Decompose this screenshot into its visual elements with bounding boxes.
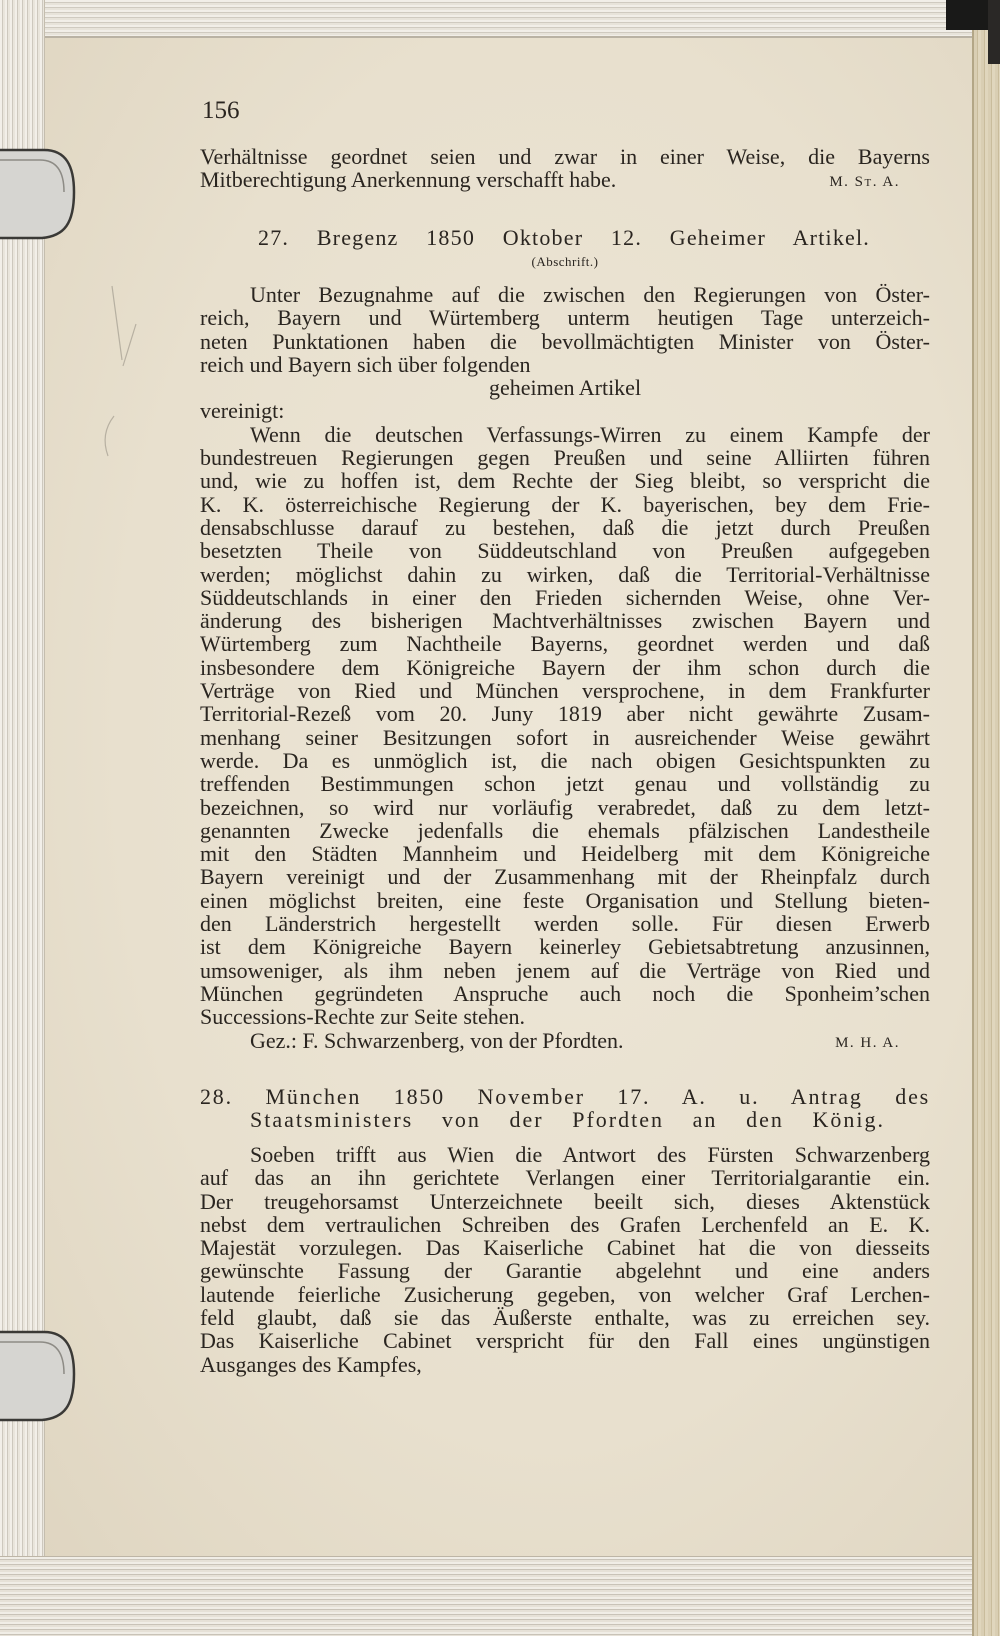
page-edges-top: [0, 0, 1000, 38]
text-line: genannten Zwecke jedenfalls die ehemals pfälzischen Landestheile: [200, 817, 930, 843]
doc-28-body: [200, 1143, 930, 1376]
text-line: werden; möglichst dahin zu wirken, daß die Territorial-Verhältnisse: [200, 561, 930, 587]
continuation-text: [200, 145, 930, 192]
text-line: neten Punktationen haben die bevollmächtigten Minister von Öster-: [200, 328, 930, 354]
text-line: K. K. österreichische Regierung der K. bayerischen, bey dem Frie-: [200, 491, 930, 517]
text-line: Wenn die deutschen Verfassungs-Wirren zu einem Kampfe der: [250, 421, 930, 447]
paper-clip-bottom: [0, 1318, 90, 1430]
page-edges-bottom: [0, 1556, 1000, 1636]
doc-27-body: [200, 283, 930, 1052]
text-line: München gegründeten Anspruche auch noch die Sponheim’schen: [200, 980, 930, 1006]
text-line: nebst dem vertraulichen Schreiben des Grafen Lerchenfeld an E. K.: [200, 1211, 930, 1237]
text-line: den Länderstrich hergestellt werden solle. Für diesen Erwerb: [200, 911, 930, 937]
text-line: Successions-Rechte zur Seite stehen.: [200, 1004, 526, 1030]
doc-27-heading-block: [200, 226, 930, 249]
text-line: Der treugehorsamst Unterzeichnete beeilt sich, dieses Aktenstück: [200, 1188, 930, 1214]
paper-clip-top: [0, 136, 90, 248]
text-line: Unter Bezugnahme auf die zwischen den Regierungen von Öster-: [250, 282, 930, 307]
text-line: densabschlusse darauf zu bestehen, daß die jetzt durch Preußen: [200, 514, 930, 540]
text-line: Majestät vorzulegen. Das Kaiserliche Cabinet hat die von diesseits: [200, 1235, 930, 1261]
text-line: mit den Städten Mannheim und Heidelberg mit dem Königreiche: [200, 841, 930, 867]
text-line: Mitberechtigung Anerkennung verschafft habe.: [200, 167, 617, 193]
text-line-with-source: [200, 168, 930, 191]
signature: Gez.: F. Schwarzenberg, von der Pfordten.: [250, 1027, 624, 1053]
text-line: menhang seiner Besitzungen sofort in ausreichender Weise gewährt: [200, 724, 930, 750]
text-line: besetzten Theile von Süddeutschland von Preußen aufgegeben: [200, 538, 930, 564]
text-line: reich, Bayern und Würtemberg unterm heutigen Tage unterzeich-: [200, 305, 930, 331]
text-line: ist dem Königreiche Bayern keinerley Gebietsabtretung anzusinnen,: [200, 934, 930, 960]
centered-title: geheimen Artikel: [488, 375, 642, 401]
text-line: Verträge von Ried und München versprochene, in dem Frankfurter: [200, 678, 930, 704]
text-line: Ausganges des Kampfes,: [200, 1351, 422, 1377]
signature-line: [200, 1029, 930, 1052]
text-line: Bayern vereinigt und der Zusammenhang mit der Rheinpfalz durch: [200, 864, 930, 890]
text-line: werde. Da es unmöglich ist, die nach obigen Gesichtspunkten zu: [200, 747, 930, 773]
text-line: reich und Bayern sich über folgenden: [200, 351, 531, 377]
text-line: lautende feierliche Zusicherung gegeben, von welcher Graf Lerchen-: [200, 1281, 930, 1307]
text-line: bundestreuen Regierungen gegen Preußen und seine Alliirten führen: [200, 445, 930, 471]
text-line: treffenden Bestimmungen schon jetzt genau und vollständig zu: [200, 771, 930, 797]
doc-28-heading-block: [200, 1085, 930, 1132]
text-line: änderung des bisherigen Machtverhältnisses zwischen Bayern und: [200, 608, 930, 634]
text-line: insbesondere dem Königreiche Bayern der ihm schon durch die: [200, 654, 930, 680]
text-line: vereinigt:: [200, 398, 285, 424]
text-line: Das Kaiserliche Cabinet verspricht für den Fall eines ungünstigen: [200, 1328, 930, 1354]
doc-note: (Abschrift.): [531, 254, 599, 269]
pencil-marks: [92, 278, 152, 468]
text-line: Territorial-Rezeß vom 20. Juny 1819 aber nicht gewährte Zusam-: [200, 701, 930, 727]
doc-heading: 27. Bregenz 1850 Oktober 12. Geheimer Artikel.: [258, 225, 870, 250]
text-line: Süddeutschlands in einer den Frieden sichernden Weise, ohne Ver-: [200, 584, 930, 610]
text-line: gewünschte Fassung der Garantie abgelehnt und eine anders: [200, 1258, 930, 1284]
text-line: auf das an ihn gerichtete Verlangen einer Territorialgarantie ein.: [200, 1165, 930, 1191]
doc-heading: Staatsministers von der Pfordten an den König.: [250, 1107, 885, 1133]
text-line: und, wie zu hoffen ist, dem Rechte der Sieg bleibt, so verspricht die: [200, 468, 930, 494]
text-line: umsoweniger, als ihm neben jenem auf die Verträge von Ried und: [200, 957, 930, 983]
archive-source: M. H. A.: [835, 1034, 900, 1051]
page-number: 156: [202, 97, 240, 124]
text-line: einen möglichst breiten, eine feste Organisation und Stellung bieten-: [200, 887, 930, 913]
text-line: Würtemberg zum Nachtheile Bayerns, geordnet werden und daß: [200, 631, 930, 657]
text-line: Soeben trifft aus Wien die Antwort des Fürsten Schwarzenberg: [250, 1142, 930, 1167]
text-line: bezeichnen, so wird nur vorläufig verabredet, daß zu dem letzt-: [200, 794, 930, 820]
doc-heading: 28. München 1850 November 17. A. u. Antrag des: [200, 1084, 930, 1109]
doc-27-note-block: [200, 254, 930, 270]
scan-background-strip: [988, 0, 1000, 64]
archive-source: M. St. A.: [829, 174, 900, 191]
text-line: Verhältnisse geordnet seien und zwar in einer Weise, die Bayerns: [200, 144, 930, 169]
text-line: feld glaubt, daß sie das Äußerste enthalte, was zu erreichen sey.: [200, 1305, 930, 1331]
page-edges-right: [972, 0, 1000, 1636]
